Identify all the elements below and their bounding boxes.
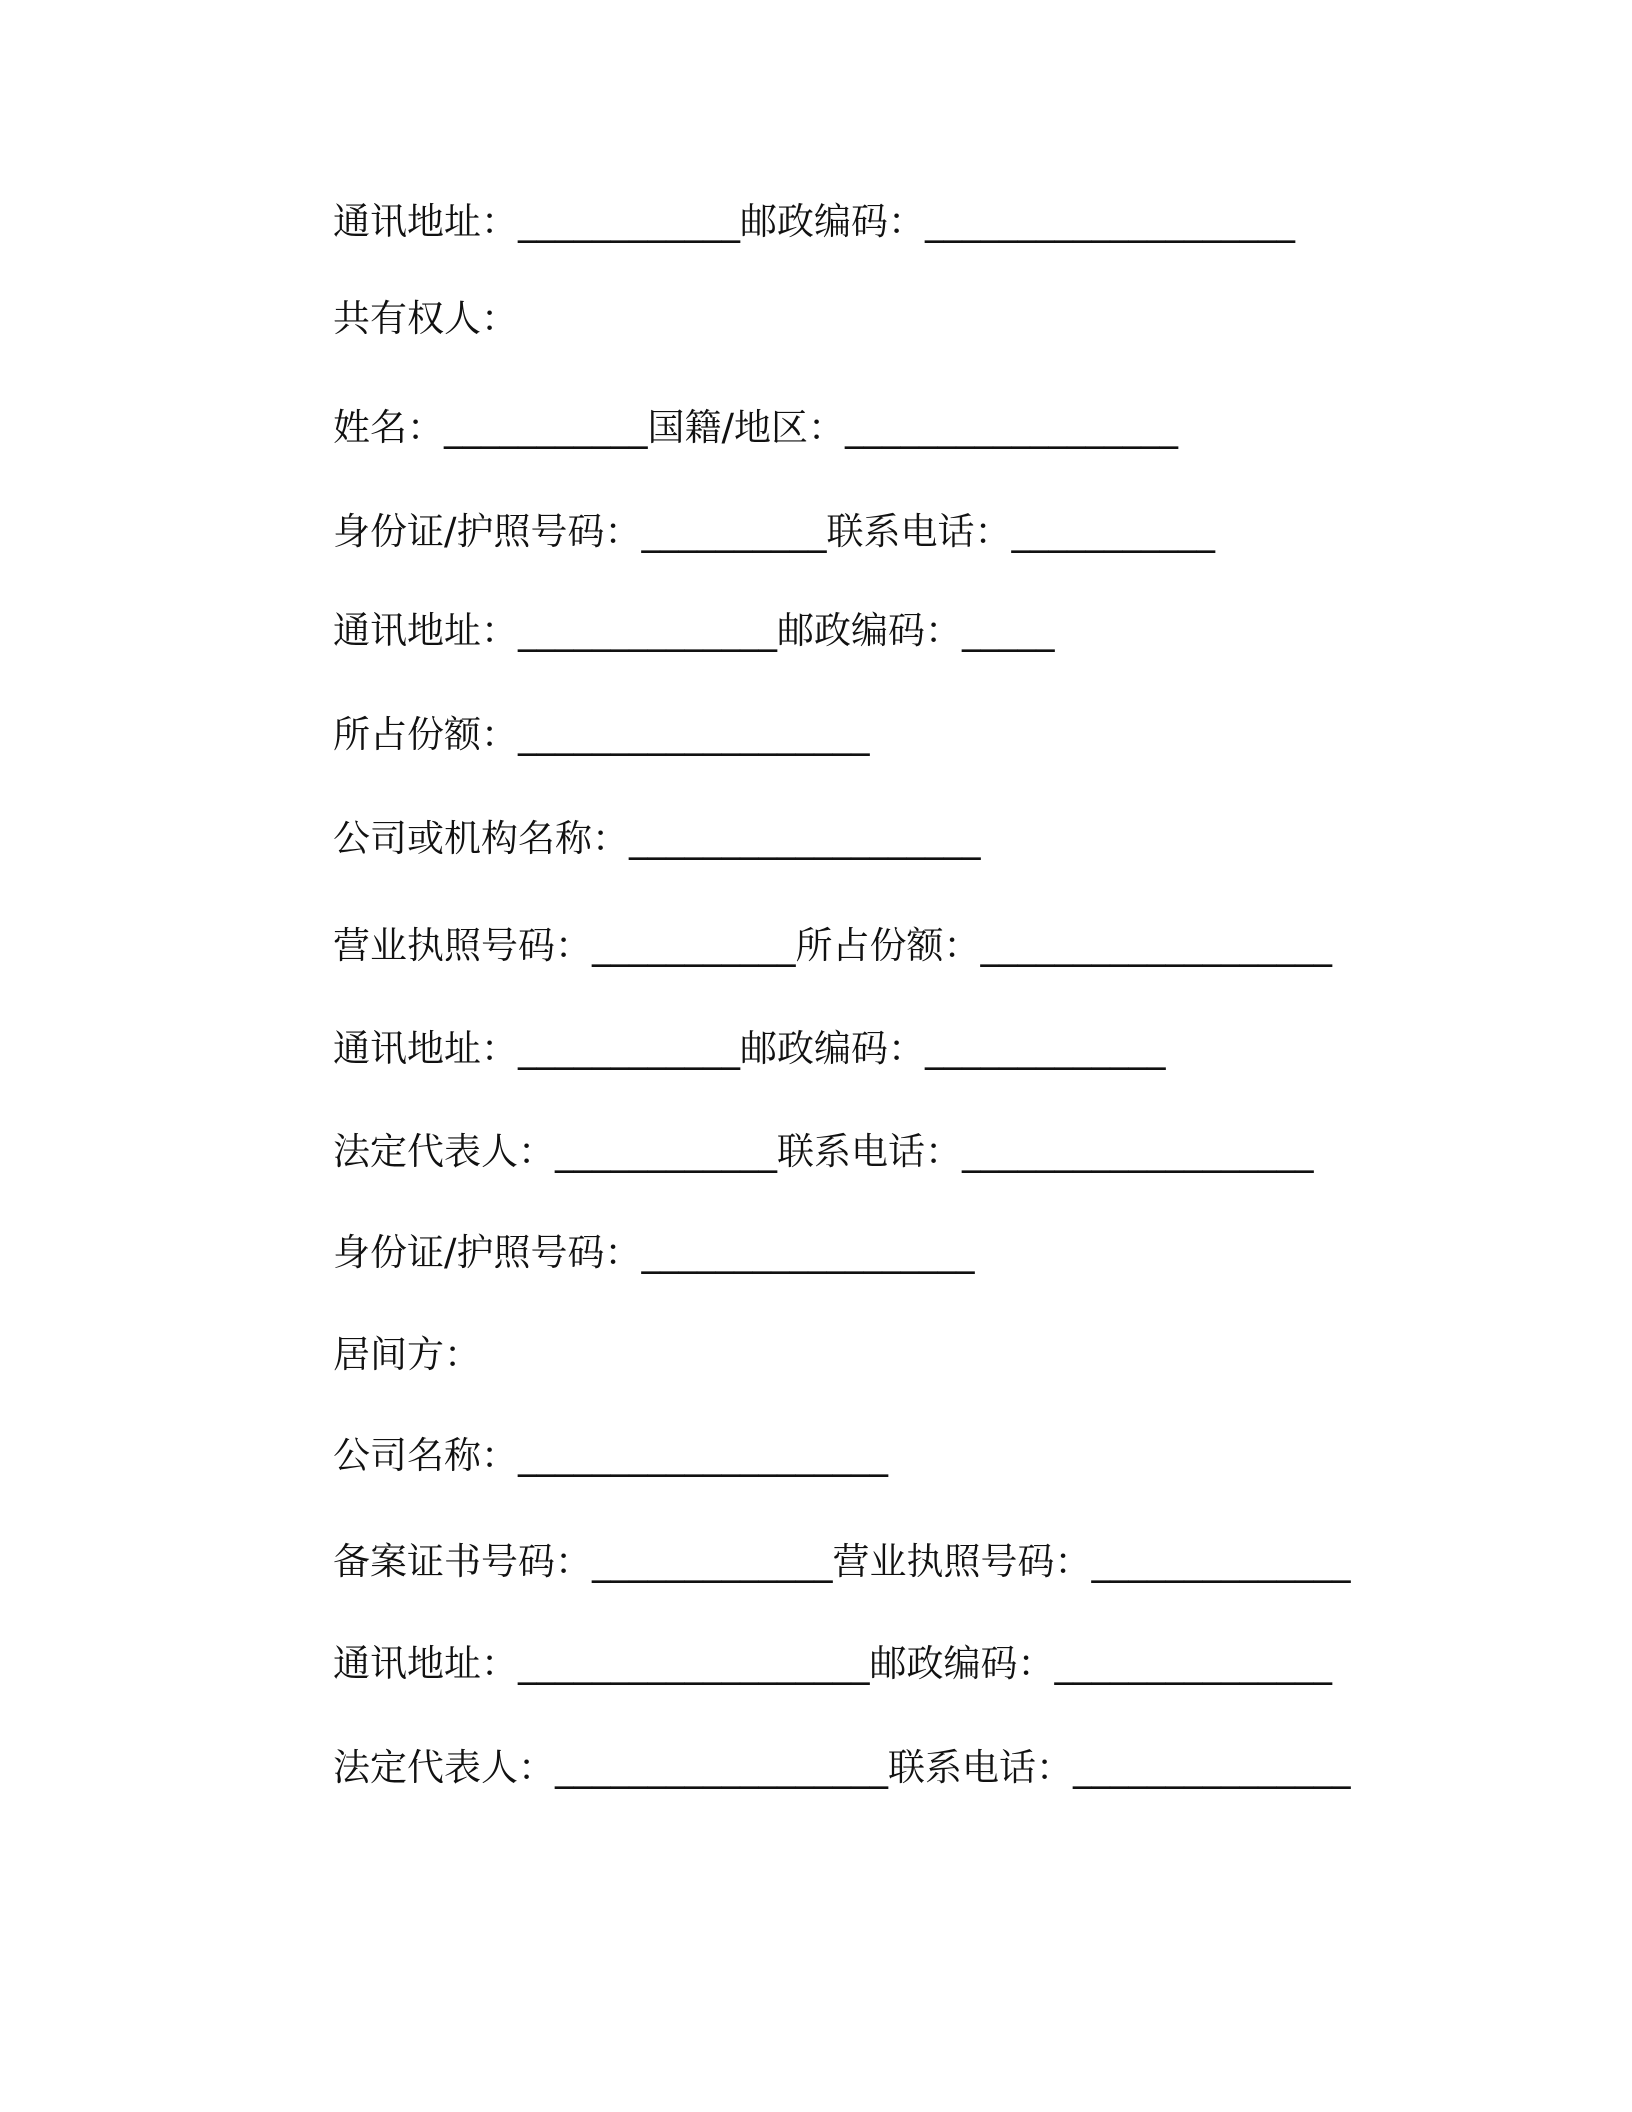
legal-rep-phone-line: 法定代表人：____________联系电话：___________________ — [333, 1130, 1314, 1173]
co-owner-id-phone-line: 身份证/护照号码：__________联系电话：___________ — [333, 510, 1215, 553]
intermediary-heading: 居间方： — [333, 1333, 481, 1376]
intermediary-legal-rep-phone-line: 法定代表人：__________________联系电话：_______________ — [333, 1746, 1351, 1789]
company-address-postcode-line: 通讯地址：____________邮政编码：_____________ — [333, 1027, 1166, 1070]
intermediary-record-license-line: 备案证书号码：_____________营业执照号码：______________ — [333, 1540, 1351, 1583]
intermediary-address-postcode-line: 通讯地址：___________________邮政编码：_______________ — [333, 1642, 1332, 1685]
co-owner-share-line: 所占份额：___________________ — [333, 713, 870, 756]
intermediary-company-name-line: 公司名称：____________________ — [333, 1434, 888, 1477]
co-owner-heading: 共有权人： — [333, 297, 518, 340]
section1-mailing-address-line: 通讯地址：____________邮政编码：____________________ — [333, 200, 1295, 243]
co-owner-name-nationality-line: 姓名：___________国籍/地区：__________________ — [333, 406, 1178, 449]
legal-rep-id-line: 身份证/护照号码：__________________ — [333, 1231, 975, 1274]
co-owner-address-postcode-line: 通讯地址：______________邮政编码：_____ — [333, 609, 1055, 652]
company-name-line: 公司或机构名称：___________________ — [333, 817, 981, 860]
license-share-line: 营业执照号码：___________所占份额：___________________ — [333, 924, 1332, 967]
